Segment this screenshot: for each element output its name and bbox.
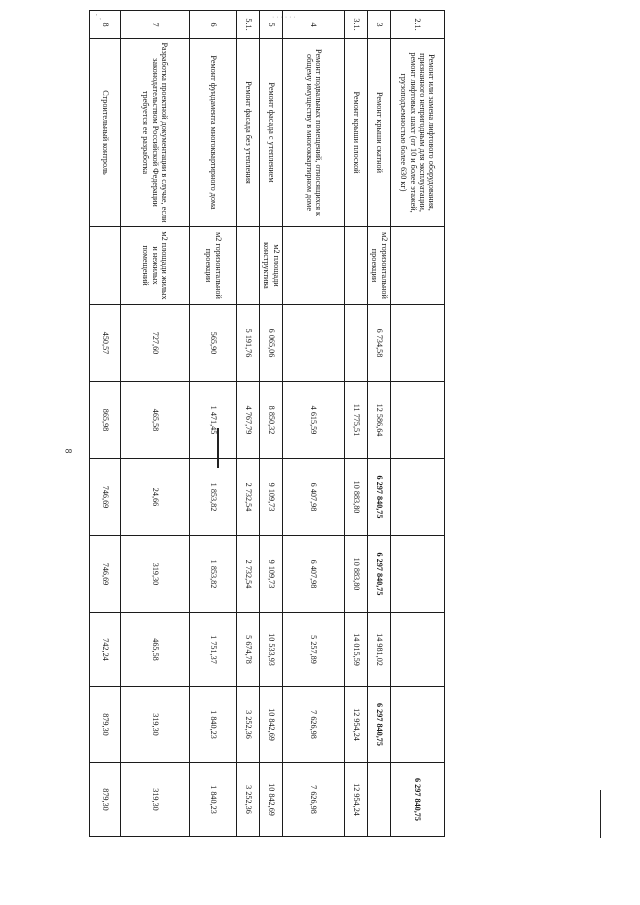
value-cell: 319,30 [121,536,190,613]
value-cell: 1 471,45 [189,382,237,459]
row-number-cell: 3.1. [345,11,368,39]
page-number: 8 [63,448,74,454]
table-row [345,11,368,837]
unit-cell [237,227,260,305]
value-cell: 6 297 840,75 [391,763,445,837]
value-cell: 727,60 [121,305,190,382]
value-cell: 5 191,76 [237,305,260,382]
row-number-cell: 3 [368,11,391,39]
value-cell [283,305,345,382]
row-number-cell: 5.1. [237,11,260,39]
value-cell: 879,30 [90,763,121,837]
value-cell: 319,30 [121,687,190,763]
value-cell: 10 883,80 [345,536,368,613]
value-cell: 465,58 [121,382,190,459]
value-cell: 4 615,59 [283,382,345,459]
value-cell [391,459,445,536]
value-cell: 12 954,24 [345,687,368,763]
table-row [260,11,283,837]
unit-cell [391,227,445,305]
value-cell: 2 732,54 [237,536,260,613]
value-cell: 6 297 840,75 [368,536,391,613]
value-cell: 3 252,36 [237,763,260,837]
value-cell: 10 883,80 [345,459,368,536]
value-cell: 14 981,02 [368,613,391,687]
value-cell: 24,66 [121,459,190,536]
rotated-table-container [89,10,445,836]
value-cell: 5 257,89 [283,613,345,687]
value-cell: 9 109,73 [260,536,283,613]
work-name-cell: Ремонт крыши скатной [368,39,391,227]
value-cell: 5 674,78 [237,613,260,687]
work-name-cell: Ремонт крыши плоской [345,39,368,227]
table-row [237,11,260,837]
value-cell [391,687,445,763]
value-cell: 2 732,54 [237,459,260,536]
unit-cell: м2 горизонтальной проекции [368,227,391,305]
value-cell: 7 626,98 [283,687,345,763]
table-row [368,11,391,837]
value-cell: 1 840,23 [189,763,237,837]
row-number-cell: 6 [189,11,237,39]
value-cell: 6 407,98 [283,536,345,613]
value-cell: 7 626,98 [283,763,345,837]
value-cell: 6 734,58 [368,305,391,382]
value-cell: 565,90 [189,305,237,382]
work-name-cell: Разработка проектной документации в случае, если законодательством Российской Федерации требуется ее разработка [121,39,190,227]
value-cell: 742,24 [90,613,121,687]
value-cell: 450,57 [90,305,121,382]
value-cell [391,305,445,382]
value-cell: 10 533,93 [260,613,283,687]
work-name-cell: Ремонт фасада без утепления [237,39,260,227]
unit-cell [283,227,345,305]
unit-cell: м2 площади конструктива [260,227,283,305]
unit-cell [90,227,121,305]
table-row [283,11,345,837]
value-cell: 3 252,36 [237,687,260,763]
value-cell: 6 297 840,75 [368,687,391,763]
unit-cell [345,227,368,305]
cost-table [89,10,445,837]
value-cell: 14 015,59 [345,613,368,687]
value-cell: 319,30 [121,763,190,837]
value-cell: 9 109,73 [260,459,283,536]
value-cell [391,536,445,613]
work-name-cell: Строительный контроль [90,39,121,227]
value-cell: 746,69 [90,536,121,613]
value-cell: 10 842,69 [260,687,283,763]
value-cell: 12 954,24 [345,763,368,837]
work-name-cell: Ремонт фасада с утеплением [260,39,283,227]
value-cell: 1 751,37 [189,613,237,687]
value-cell [345,305,368,382]
value-cell: 1 853,82 [189,459,237,536]
value-cell: 746,69 [90,459,121,536]
value-cell: 10 842,69 [260,763,283,837]
work-name-cell: Ремонт фундамента многоквартирного дома [189,39,237,227]
row-number-cell: 2.1. [391,11,445,39]
value-cell: 865,98 [90,382,121,459]
value-cell: 4 767,79 [237,382,260,459]
row-number-cell: 8 [90,11,121,39]
corner-note-right: · · · · · · [272,14,296,21]
value-cell: 6 297 840,75 [368,459,391,536]
value-cell: 12 586,64 [368,382,391,459]
table-row [391,11,445,837]
value-cell [391,613,445,687]
row-number-cell: 7 [121,11,190,39]
value-cell: 6 407,98 [283,459,345,536]
row-number-cell: 5 [260,11,283,39]
unit-cell: м2 горизонтальной проекции [189,227,237,305]
table-row [90,11,121,837]
value-cell [391,382,445,459]
table-body [90,11,445,837]
value-cell: 8 850,32 [260,382,283,459]
table-row [189,11,237,837]
table-row [121,11,190,837]
value-cell: 1 840,23 [189,687,237,763]
work-name-cell: Ремонт подвальных помещений, относящихся к общему имуществу в многоквартирном доме [283,39,345,227]
value-cell: 6 065,06 [260,305,283,382]
value-cell: 11 775,51 [345,382,368,459]
value-cell: 879,30 [90,687,121,763]
value-cell [368,763,391,837]
value-cell: 465,58 [121,613,190,687]
work-name-cell: Ремонт или замена лифтового оборудования, признанного непригодным для эксплуатации, ремонт лифтовых шахт (от 10 и более этажей, грузоподъемностью более 630 кг) [391,39,445,227]
margin-mark [600,790,601,838]
corner-note-left: ' , [96,14,102,21]
value-cell: 1 853,82 [189,536,237,613]
unit-cell: м2 площади жилых и нежилых помещений [121,227,190,305]
row-number-cell: 4 [283,11,345,39]
